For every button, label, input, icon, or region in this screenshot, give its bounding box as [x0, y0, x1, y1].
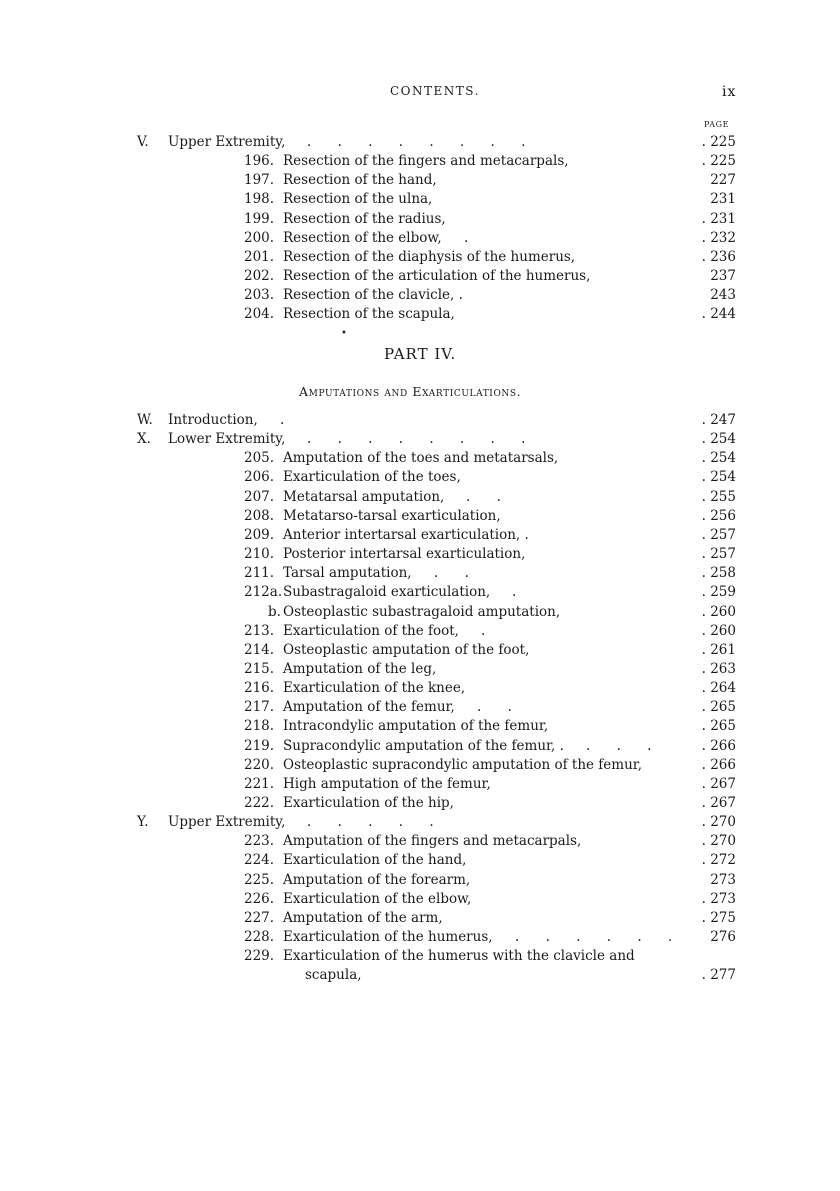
- toc-entry: [0, 908, 840, 928]
- entry-title: Intracondylic amputation of the femur,: [283, 718, 549, 735]
- entry-number: 202.: [244, 268, 275, 285]
- toc-entry: [0, 582, 840, 602]
- entry-number: 215.: [244, 660, 275, 677]
- entry-title: Exarticulation of the knee,: [283, 680, 466, 697]
- entry-title: Amputation of the leg,: [283, 660, 437, 677]
- entry-number: 223.: [244, 833, 275, 850]
- toc-entry: [0, 640, 840, 660]
- entry-title: Exarticulation of the toes,: [283, 469, 461, 486]
- entry-title: Exarticulation of the humerus,: [283, 929, 493, 946]
- entry-number: 206.: [244, 469, 275, 486]
- page-column-label: PAGE: [704, 120, 730, 129]
- entry-title: Metatarsal amputation,: [283, 488, 445, 505]
- entry-number: b.: [268, 603, 281, 620]
- entry-page-number: . 259: [701, 584, 736, 601]
- entry-number: 198.: [244, 191, 275, 208]
- entry-page-number: . 275: [701, 909, 736, 926]
- entry-number: 197.: [244, 172, 275, 189]
- leader-dots: . . .: [586, 737, 663, 754]
- entry-title: Upper Extremity,: [168, 814, 286, 831]
- entry-title: Resection of the elbow,: [283, 229, 442, 246]
- running-header-title: CONTENTS.: [390, 84, 480, 98]
- entry-title: Osteoplastic supracondylic amputation of the femur,: [283, 756, 643, 773]
- entry-page-number: . 277: [701, 967, 736, 984]
- entry-number: 209.: [244, 526, 275, 543]
- entry-page-number: . 254: [701, 450, 736, 467]
- leader-dots: . .: [434, 565, 480, 582]
- entry-page-number: 237: [710, 268, 736, 285]
- entry-title: Upper Extremity,: [168, 134, 286, 150]
- entry-page-number: . 273: [701, 890, 736, 907]
- entry-title: Amputation of the arm,: [283, 909, 443, 926]
- toc-entry: [0, 132, 840, 152]
- entry-title: Exarticulation of the elbow,: [283, 890, 472, 907]
- toc-entry: [0, 697, 840, 717]
- entry-number: 203.: [244, 287, 275, 304]
- entry-page-number: . 265: [701, 718, 736, 735]
- leader-dots: . . . . . . . .: [307, 134, 537, 150]
- entry-page-number: . 270: [701, 814, 736, 831]
- toc-entry: [0, 850, 840, 870]
- toc-entry: [0, 448, 840, 468]
- entry-title: Osteoplastic subastragaloid amputation,: [283, 603, 561, 620]
- entry-number: 219.: [244, 737, 275, 754]
- entry-number: 199.: [244, 210, 275, 227]
- toc-entry: [0, 621, 840, 641]
- entry-title: Exarticulation of the hip,: [283, 795, 454, 811]
- leader-dots: . . . . . . . .: [307, 431, 537, 448]
- entry-number: 214.: [244, 641, 275, 658]
- toc-entry: [0, 678, 840, 698]
- entry-number: 207.: [244, 488, 275, 505]
- toc-entry: [0, 285, 840, 305]
- toc-entry: [0, 602, 840, 622]
- entry-page-number: . 255: [701, 488, 736, 505]
- leader-dots: .: [464, 229, 480, 246]
- entry-page-number: . 225: [701, 134, 736, 150]
- entry-page-number: . 232: [701, 229, 736, 246]
- entry-number: 200.: [244, 229, 275, 246]
- toc-entry: [0, 467, 840, 487]
- part-subtitle: Amputations and Exarticulations.: [299, 384, 522, 399]
- entry-title: Tarsal amputation,: [283, 565, 412, 582]
- entry-title: Resection of the scapula,: [283, 306, 455, 323]
- entry-title: Amputation of the fingers and metacarpals,: [283, 833, 582, 850]
- toc-entry: [0, 544, 840, 564]
- entry-page-number: . 267: [701, 775, 736, 792]
- toc-entry: [0, 889, 840, 909]
- entry-number: 211.: [244, 565, 275, 582]
- toc-entry: [0, 812, 840, 832]
- entry-page-number: . 270: [701, 833, 736, 850]
- entry-page-number: . 260: [701, 603, 736, 620]
- entry-number: 222.: [244, 795, 275, 811]
- entry-page-number: . 254: [701, 469, 736, 486]
- entry-number: 227.: [244, 909, 275, 926]
- entry-title: Exarticulation of the hand,: [283, 852, 467, 869]
- entry-title: Resection of the diaphysis of the humerus,: [283, 248, 576, 265]
- entry-page-number: . 258: [701, 565, 736, 582]
- toc-entry: [0, 716, 840, 736]
- toc-entry: [0, 410, 840, 430]
- entry-title: Amputation of the toes and metatarsals,: [283, 450, 559, 467]
- toc-entry: [0, 506, 840, 526]
- entry-title: Posterior intertarsal exarticulation,: [283, 546, 526, 563]
- entry-number: 220.: [244, 756, 275, 773]
- entry-number: 216.: [244, 680, 275, 697]
- entry-page-number: 273: [710, 871, 736, 888]
- entry-page-number: . 263: [701, 660, 736, 677]
- entry-title: Resection of the hand,: [283, 172, 437, 189]
- toc-entry: [0, 831, 840, 851]
- entry-page-number: . 231: [701, 210, 736, 227]
- toc-entry: [0, 304, 840, 324]
- entry-title: Amputation of the forearm,: [283, 871, 471, 888]
- entry-page-number: . 247: [701, 412, 736, 428]
- entry-title: scapula,: [305, 967, 362, 984]
- entry-page-number: . 266: [701, 756, 736, 773]
- entry-page-number: . 257: [701, 546, 736, 563]
- entry-number: 208.: [244, 507, 275, 524]
- entry-title: Resection of the fingers and metacarpals,: [283, 153, 569, 170]
- page-number: ix: [722, 84, 737, 100]
- leader-dots: . . . . . .: [515, 929, 684, 946]
- toc-entry: [0, 266, 840, 286]
- section-letter: V.: [137, 134, 149, 150]
- entry-number: 221.: [244, 775, 275, 792]
- toc-entry: [0, 247, 840, 267]
- entry-page-number: 227: [710, 172, 736, 189]
- entry-page-number: . 272: [701, 852, 736, 869]
- entry-number: 201.: [244, 248, 275, 265]
- leader-dots: . . . . .: [307, 814, 445, 831]
- entry-number: 213.: [244, 622, 275, 639]
- stray-print-mark: •: [341, 328, 347, 339]
- entry-page-number: . 244: [701, 306, 736, 323]
- entry-number: 205.: [244, 450, 275, 467]
- leader-dots: . .: [477, 699, 523, 716]
- entry-page-number: 231: [710, 191, 736, 208]
- entry-page-number: . 261: [701, 641, 736, 658]
- part-title: PART IV.: [384, 345, 457, 363]
- toc-entry: [0, 774, 840, 794]
- entry-number: 212a.: [244, 584, 283, 601]
- entry-title: Exarticulation of the humerus with the clavicle and: [283, 948, 635, 965]
- leader-dots: .: [512, 584, 528, 601]
- entry-title: Lower Extremity,: [168, 431, 286, 448]
- entry-title: Exarticulation of the foot,: [283, 622, 459, 639]
- toc-entry: [0, 659, 840, 679]
- toc-entry: [0, 170, 840, 190]
- entry-page-number: . 257: [701, 526, 736, 543]
- entry-title: Resection of the articulation of the humerus,: [283, 268, 591, 285]
- entry-page-number: . 236: [701, 248, 736, 265]
- entry-title: Introduction,: [168, 412, 258, 428]
- entry-number: 229.: [244, 948, 275, 965]
- section-letter: X.: [137, 431, 151, 448]
- toc-entry: [0, 946, 840, 966]
- entry-page-number: . 256: [701, 507, 736, 524]
- entry-title: Resection of the radius,: [283, 210, 446, 227]
- entry-number: 217.: [244, 699, 275, 716]
- toc-entry: [0, 151, 840, 171]
- toc-entry: [0, 927, 840, 947]
- entry-page-number: 276: [710, 929, 736, 946]
- toc-entry: [0, 563, 840, 583]
- entry-page-number: . 264: [701, 680, 736, 697]
- entry-page-number: . 260: [701, 622, 736, 639]
- entry-page-number: . 267: [701, 795, 736, 811]
- toc-entry: [0, 429, 840, 449]
- entry-number: 224.: [244, 852, 275, 869]
- toc-entry: [0, 870, 840, 890]
- leader-dots: .: [280, 412, 296, 428]
- toc-entry: [0, 189, 840, 209]
- entry-number: 228.: [244, 929, 275, 946]
- entry-number: 225.: [244, 871, 275, 888]
- toc-entry: [0, 965, 840, 985]
- entry-number: 196.: [244, 153, 275, 170]
- entry-title: Osteoplastic amputation of the foot,: [283, 641, 530, 658]
- entry-number: 218.: [244, 718, 275, 735]
- toc-entry: [0, 755, 840, 775]
- toc-entry: [0, 228, 840, 248]
- entry-number: 210.: [244, 546, 275, 563]
- entry-title: Subastragaloid exarticulation,: [283, 584, 491, 601]
- leader-dots: .: [481, 622, 497, 639]
- toc-entry: [0, 525, 840, 545]
- entry-title: Metatarso-tarsal exarticulation,: [283, 507, 501, 524]
- toc-entry: [0, 487, 840, 507]
- entry-page-number: . 254: [701, 431, 736, 448]
- section-letter: W.: [137, 412, 153, 428]
- entry-page-number: . 225: [701, 153, 736, 170]
- entry-number: 226.: [244, 890, 275, 907]
- toc-entry: [0, 793, 840, 813]
- entry-title: Amputation of the femur,: [283, 699, 455, 716]
- entry-page-number: 243: [710, 287, 736, 304]
- entry-page-number: . 266: [701, 737, 736, 754]
- section-letter: Y.: [137, 814, 149, 831]
- entry-number: 204.: [244, 306, 275, 323]
- entry-title: Supracondylic amputation of the femur, .: [283, 737, 564, 754]
- entry-title: High amputation of the femur,: [283, 775, 491, 792]
- leader-dots: . .: [466, 488, 512, 505]
- entry-page-number: . 265: [701, 699, 736, 716]
- entry-title: Resection of the ulna,: [283, 191, 433, 208]
- entry-title: Resection of the clavicle, .: [283, 287, 463, 304]
- toc-entry: [0, 209, 840, 229]
- entry-title: Anterior intertarsal exarticulation, .: [283, 526, 529, 543]
- toc-entry: [0, 736, 840, 756]
